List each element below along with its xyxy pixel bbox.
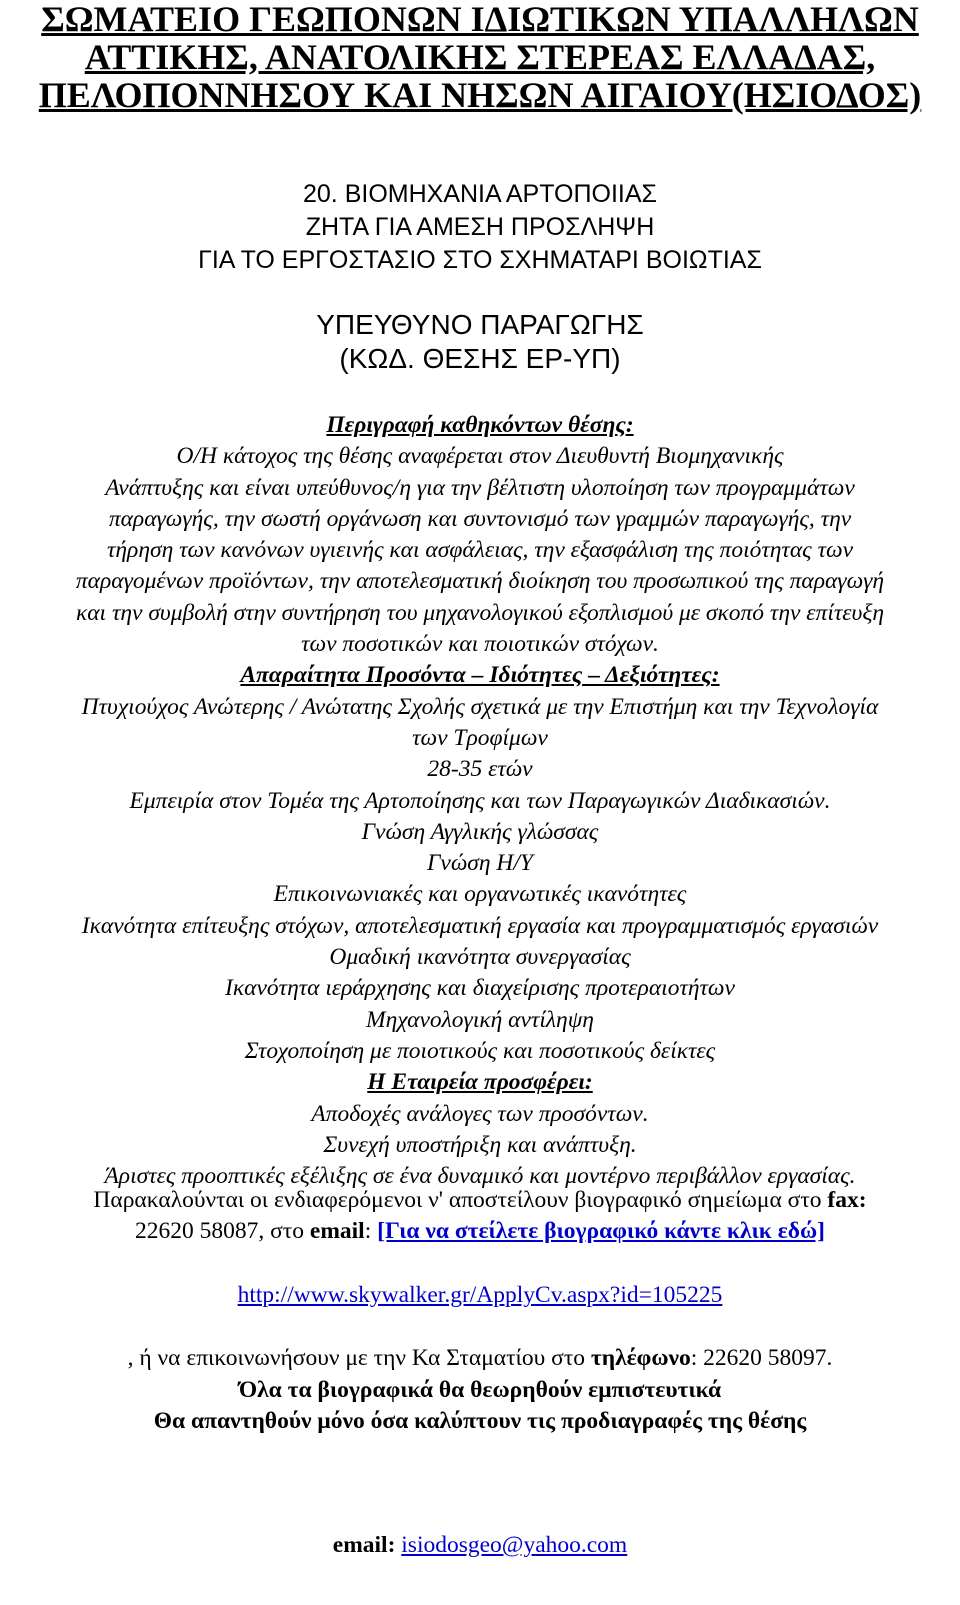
position-name: ΥΠΕΥΘΥΝΟ ΠΑΡΑΓΩΓΗΣ [316,309,644,340]
closing-line: Όλα τα βιογραφικά θα θεωρηθούν εμπιστευτικά [238,1377,722,1403]
offer-item: Άριστες προοπτικές εξέλιξης σε ένα δυναμικό και μοντέρνο περιβάλλον εργασίας. [104,1163,856,1190]
duties-line: των ποσοτικών και ποιοτικών στόχων. [301,631,659,658]
apply-url-link[interactable]: http://www.skywalker.gr/ApplyCv.aspx?id=105225 [237,1282,723,1308]
apply-intro: Παρακαλούνται οι ενδιαφερόμενοι ν' αποστείλουν βιογραφικό σημείωμα στο [93,1187,828,1213]
qualification-item: Μηχανολογική αντίληψη [366,1006,594,1033]
qualification-item: Γνώση Η/Υ [427,850,533,877]
phone-label: τηλέφωνο [590,1345,691,1371]
closing-line: Θα απαντηθούν μόνο όσα καλύπτουν τις προδιαγραφές της θέσης [153,1408,807,1435]
contact-prefix: , ή να επικοινωνήσουν με την Κα Σταματίου στο [127,1345,591,1371]
phone-value: : 22620 58097. [690,1345,833,1371]
apply-url-line [0,1280,960,1311]
footer-email-label: email: [332,1532,402,1558]
organization-title-line: ΠΕΛΟΠΟΝΝΗΣΟΥ ΚΑΙ ΝΗΣΩΝ ΑΙΓΑΙΟΥ(ΗΣΙΟΔΟΣ) [38,75,922,115]
qualification-item: Ικανότητα επίτευξης στόχων, αποτελεσματική εργασία και προγραμματισμός εργασιών [81,912,879,939]
qualification-item: 28-35 ετών [427,756,533,783]
position-title [0,308,960,376]
offer-item: Συνεχή υποστήριξη και ανάπτυξη. [323,1131,637,1158]
duties-line: Ανάπτυξης και είναι υπεύθυνος/η για την βέλτιστη υλοποίηση των προγραμμάτων [105,474,855,501]
job-details [0,410,960,1192]
closing-notes [0,1375,960,1438]
company-line: 20. ΒΙΟΜΗΧΑΝΙΑ ΑΡΤΟΠΟΙΙΑΣ [303,180,657,208]
qualification-item: Επικοινωνιακές και οργανωτικές ικανότητες [273,881,687,908]
qualification-item: Ομαδική ικανότητα συνεργασίας [329,944,631,971]
organization-title-line: ΑΤΤΙΚΗΣ, ΑΝΑΤΟΛΙΚΗΣ ΣΤΕΡΕΑΣ ΕΛΛΑΔΑΣ, [84,37,876,77]
send-cv-link[interactable]: [Για να στείλετε βιογραφικό κάντε κλικ εδώ] [377,1218,825,1245]
qualification-item: Στοχοποίηση με ποιοτικούς και ποσοτικούς δείκτες [244,1037,716,1064]
qualification-item: Εμπειρία στον Τομέα της Αρτοποίησης και των Παραγωγικών Διαδικασιών. [129,787,831,814]
offers-heading: Η Εταιρεία προσφέρει: [367,1069,593,1096]
duties-line: παραγωγής, την σωστή οργάνωση και συντονισμό των γραμμών παραγωγής, την [108,505,852,532]
footer-email [0,1530,960,1561]
qualification-item: Ικανότητα ιεράρχησης και διαχείρισης προτεραιοτήτων [225,975,735,1002]
company-line: ΓΙΑ ΤΟ ΕΡΓΟΣΤΑΣΙΟ ΣΤΟ ΣΧΗΜΑΤΑΡΙ ΒΟΙΩΤΙΑΣ [198,246,762,274]
position-code: (ΚΩΔ. ΘΕΣΗΣ ΕΡ-ΥΠ) [339,343,621,374]
duties-line: παραγομένων προϊόντων, την αποτελεσματική διοίκηση του προσωπικού της παραγωγή [75,568,885,595]
application-instructions [0,1185,960,1248]
apply-line-2 [0,1216,960,1247]
contact-line [0,1343,960,1374]
fax-label: fax: [827,1187,867,1213]
duties-line: Ο/Η κάτοχος της θέσης αναφέρεται στον Διευθυντή Βιομηχανικής [176,443,784,470]
qualifications-heading: Απαραίτητα Προσόντα – Ιδιότητες – Δεξιότητες: [240,662,720,689]
organization-title [0,0,960,114]
email-separator: : [364,1218,378,1245]
email-label: email [309,1218,365,1245]
duties-heading: Περιγραφή καθηκόντων θέσης: [326,412,634,438]
organization-title-line: ΣΩΜΑΤΕΙΟ ΓΕΩΠΟΝΩΝ ΙΔΙΩΤΙΚΩΝ ΥΠΑΛΛΗΛΩΝ [41,0,919,39]
duties-line: τήρηση των κανόνων υγιεινής και ασφάλειας, την εξασφάλιση της ποιότητας των [106,537,854,564]
footer-email-link[interactable]: isiodosgeo@yahoo.com [401,1532,628,1558]
qualification-item: των Τροφίμων [412,724,548,751]
company-announcement [0,178,960,277]
offer-item: Αποδοχές ανάλογες των προσόντων. [311,1100,649,1127]
qualification-item: Πτυχιούχος Ανώτερης / Ανώτατης Σχολής σχετικά με την Επιστήμη και την Τεχνολογία [81,693,879,720]
duties-line: και την συμβολή στην συντήρηση του μηχανολογικού εξοπλισμού με σκοπό την επίτευξη [75,599,885,626]
qualification-item: Γνώση Αγγλικής γλώσσας [361,818,599,845]
fax-number: 22620 58087, στο [135,1218,310,1245]
company-line: ΖΗΤΑ ΓΙΑ ΑΜΕΣΗ ΠΡΟΣΛΗΨΗ [305,213,655,241]
apply-line-1 [0,1185,960,1216]
